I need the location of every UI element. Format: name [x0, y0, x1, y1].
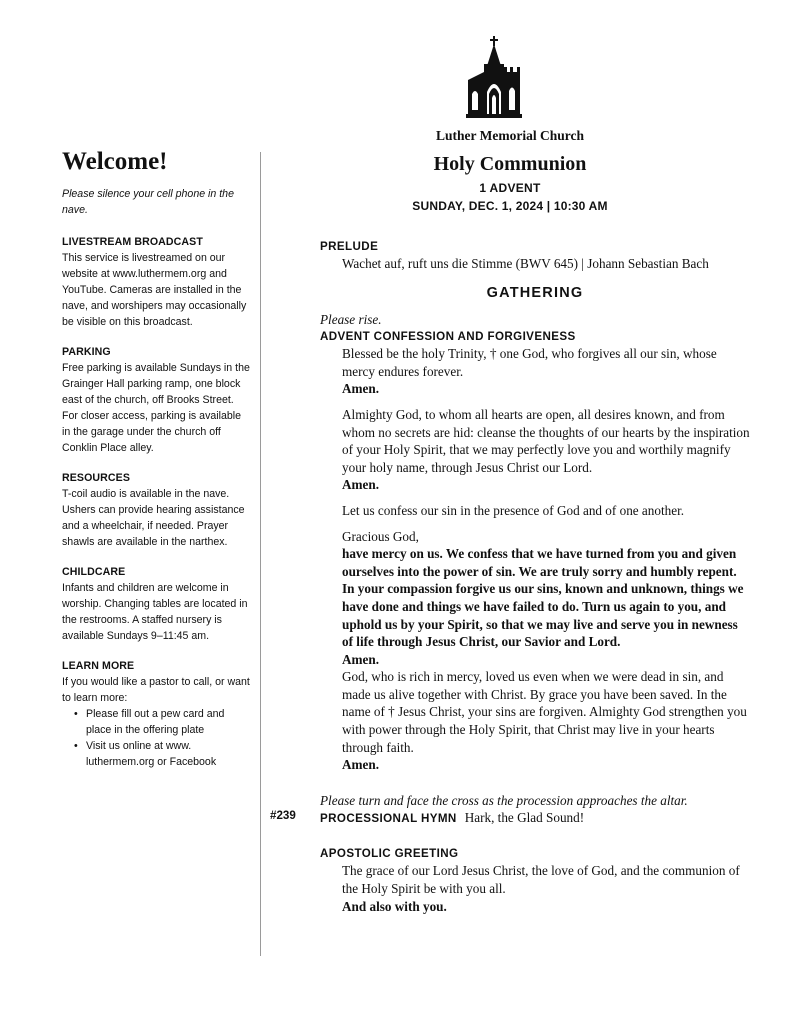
- welcome-title: Welcome!: [62, 148, 168, 175]
- hymn-row: [270, 809, 750, 827]
- section-heading: LEARN MORE: [62, 659, 135, 672]
- church-logo-icon: [466, 36, 522, 118]
- prelude-heading: PRELUDE: [320, 240, 379, 253]
- please-rise: Please rise.: [320, 311, 382, 327]
- confession-p5: God, who is rich in mercy, loved us even when we were dead in sin, and made us alive together with Christ. By grace you have been saved. In the name of † Jesus Christ, your sins are forgiven. Almighty God strengthen you with power through the Holy Spirit, that Christ may live in your hearts through faith.: [342, 669, 747, 755]
- greeting-response: And also with you.: [342, 898, 447, 914]
- confession-p1: Blessed be the holy Trinity, † one God, who forgives all our sin, whose mercy endures forever.: [342, 346, 717, 379]
- procession-note: Please turn and face the cross as the procession approaches the altar.: [320, 792, 688, 808]
- hymn-number: #239: [270, 809, 296, 823]
- parking-section: [62, 345, 252, 456]
- amen-response: Amen.: [342, 477, 379, 493]
- confession-p4-lead: Gracious God,: [342, 528, 419, 544]
- date-time: SUNDAY, DEC. 1, 2024 | 10:30 AM: [412, 199, 608, 213]
- hymn-title: Hark, the Glad Sound!: [464, 810, 585, 826]
- section-body: If you would like a pastor to call, or want to learn more:: [62, 675, 250, 704]
- occasion: 1 ADVENT: [479, 181, 541, 195]
- welcome-sidebar: [62, 148, 252, 785]
- confession-p4-response: have mercy on us. We confess that we have turned from you and given ourselves into the power of sin. We are truly sorry and humbly repent. In your compassion forgive us our sins, known and unknown, things we have done and things we have failed to do. Turn us again to you, and uphold us by your Spirit, so that we may live and serve you in newness of life through Jesus Christ, our Savior and Lord.: [342, 546, 744, 650]
- order-of-worship: [270, 238, 750, 915]
- silence-note: Please silence your cell phone in the nave.: [62, 187, 234, 216]
- livestream-section: [62, 235, 252, 330]
- prelude-text: Wachet auf, ruft uns die Stimme (BWV 645) | Johann Sebastian Bach: [342, 256, 709, 271]
- section-body: T-coil audio is available in the nave. Ushers can provide hearing assistance and a wheelchair, if needed. Prayer shawls are available in the narthex.: [62, 487, 245, 548]
- greeting-text: The grace of our Lord Jesus Christ, the love of God, and the communion of the Holy Spirit be with you all.: [342, 863, 740, 897]
- amen-response: Amen.: [342, 757, 379, 773]
- amen-response: Amen.: [342, 651, 379, 667]
- learn-more-section: [62, 659, 252, 770]
- section-heading: PARKING: [62, 345, 111, 358]
- confession-p2: Almighty God, to whom all hearts are open, all desires known, and from whom no secrets are hid: cleanse the thoughts of our hearts by the inspiration of your Holy Spirit, that we may perfectly love you and worthily magnify your holy name, through Jesus Christ our Lord.: [342, 406, 750, 475]
- section-body: Infants and children are welcome in worship. Changing tables are located in the restrooms. A staffed nursery is available Sundays 9–11:45 am.: [62, 581, 248, 642]
- childcare-section: [62, 565, 252, 644]
- confession-heading: ADVENT CONFESSION AND FORGIVENESS: [320, 330, 576, 344]
- section-heading: RESOURCES: [62, 471, 131, 484]
- list-item: • Visit us online at www. luthermem.org or Facebook: [76, 738, 252, 770]
- section-heading: CHILDCARE: [62, 565, 126, 578]
- gathering-heading: GATHERING: [486, 284, 584, 301]
- amen-response: Amen.: [342, 381, 379, 397]
- greeting-heading: APOSTOLIC GREETING: [320, 847, 459, 861]
- section-body: This service is livestreamed on our website at www.luthermem.org and YouTube. Cameras are installed in the nave, and worshipers may occasionally be visible on this broadcast.: [62, 251, 247, 328]
- list-item: • Please fill out a pew card and place in the offering plate: [76, 706, 252, 738]
- hymn-heading: PROCESSIONAL HYMN: [320, 812, 457, 826]
- column-divider: [260, 152, 261, 956]
- confession-p3: Let us confess our sin in the presence of God and of one another.: [342, 502, 685, 518]
- learn-more-list: [62, 706, 252, 770]
- service-title: Holy Communion: [433, 153, 587, 175]
- section-body: Free parking is available Sundays in the Grainger Hall parking ramp, one block east of the church, off Brooks Street. For closer access, parking is available in the garage under the church off Conklin Place alley.: [62, 361, 250, 454]
- section-heading: LIVESTREAM BROADCAST: [62, 235, 203, 248]
- church-name: Luther Memorial Church: [436, 128, 584, 143]
- resources-section: [62, 471, 252, 550]
